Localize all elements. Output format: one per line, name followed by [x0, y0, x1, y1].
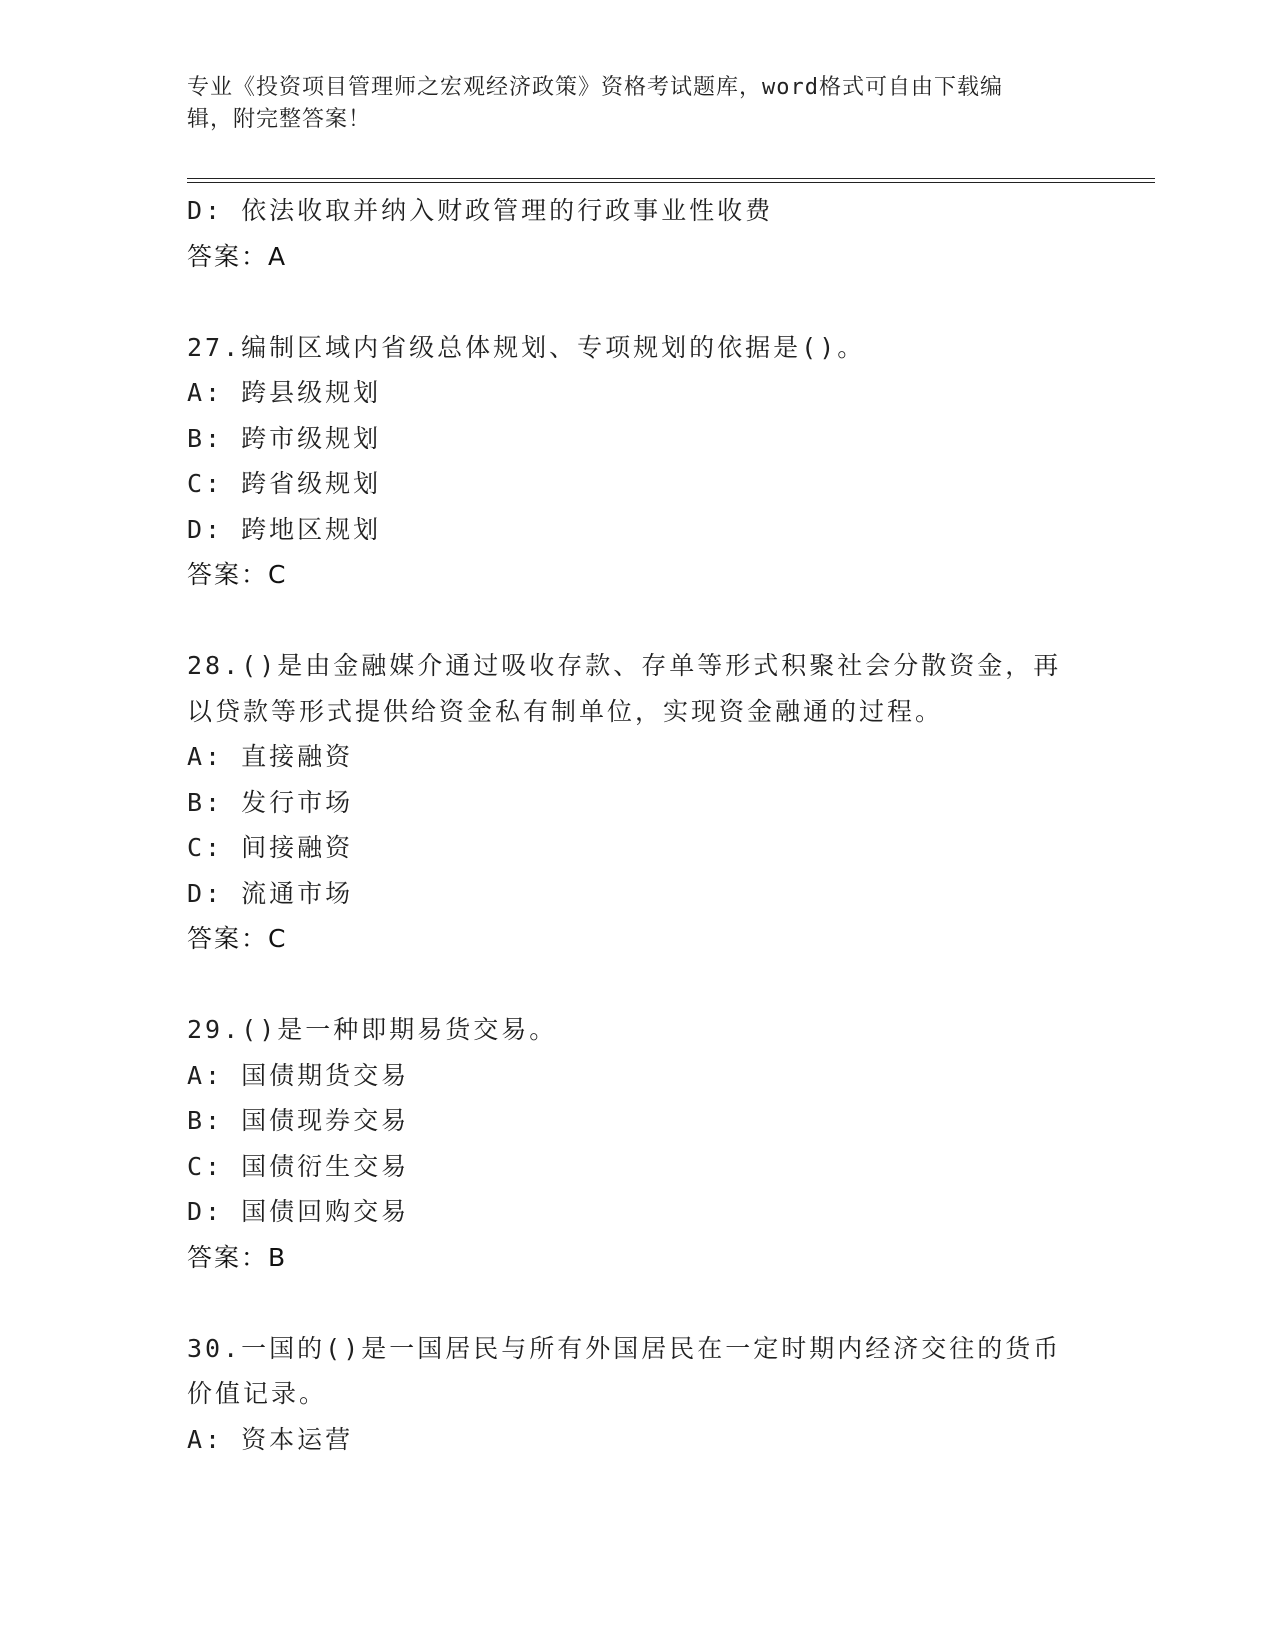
option-a: A: 直接融资 [187, 742, 354, 771]
option-b: B: 国债现券交易 [187, 1106, 410, 1135]
question-text: 29.()是一种即期易货交易。 [187, 1015, 558, 1044]
header-line-2: 辑，附完整答案！ [187, 107, 372, 132]
question-text-continued: 价值记录。 [187, 1379, 328, 1408]
question-29 [187, 1007, 1087, 1280]
question-text: 27.编制区域内省级总体规划、专项规划的依据是()。 [187, 332, 866, 362]
option-b: B: 跨市级规划 [187, 423, 382, 453]
document-header [187, 72, 1087, 136]
answer: 答案：C [187, 560, 288, 589]
option-d: D: 跨地区规划 [187, 514, 382, 544]
question-30 [187, 1326, 1087, 1463]
option-c: C: 间接融资 [187, 833, 354, 862]
question-list [187, 188, 1087, 1462]
answer: 答案：C [187, 924, 288, 953]
header-divider-bottom [187, 182, 1155, 183]
answer: 答案：B [187, 1242, 288, 1272]
option-a: A: 跨县级规划 [187, 378, 382, 407]
question-text: 30.一国的()是一国居民与所有外国居民在一定时期内经济交往的货币 [187, 1333, 1062, 1363]
option-a: A: 资本运营 [187, 1424, 354, 1454]
option-c: C: 国债衍生交易 [187, 1151, 410, 1181]
option-b: B: 发行市场 [187, 787, 354, 817]
header-divider-top [187, 178, 1155, 179]
option-d: D: 流通市场 [187, 878, 354, 908]
question-27 [187, 325, 1087, 598]
option-d: D: 国债回购交易 [187, 1197, 410, 1226]
answer: 答案：A [187, 241, 288, 271]
question-text: 28.()是由金融媒介通过吸收存款、存单等形式积聚社会分散资金，再 [187, 651, 1062, 680]
option-a: A: 国债期货交易 [187, 1060, 410, 1090]
question-26-fragment [187, 188, 1087, 279]
header-line-1: 专业《投资项目管理师之宏观经济政策》资格考试题库，word格式可自由下载编 [187, 75, 1003, 100]
question-28 [187, 643, 1087, 962]
option-c: C: 跨省级规划 [187, 469, 382, 498]
question-text-continued: 以贷款等形式提供给资金私有制单位，实现资金融通的过程。 [187, 696, 944, 726]
option-d: D: 依法收取并纳入财政管理的行政事业性收费 [187, 196, 774, 225]
